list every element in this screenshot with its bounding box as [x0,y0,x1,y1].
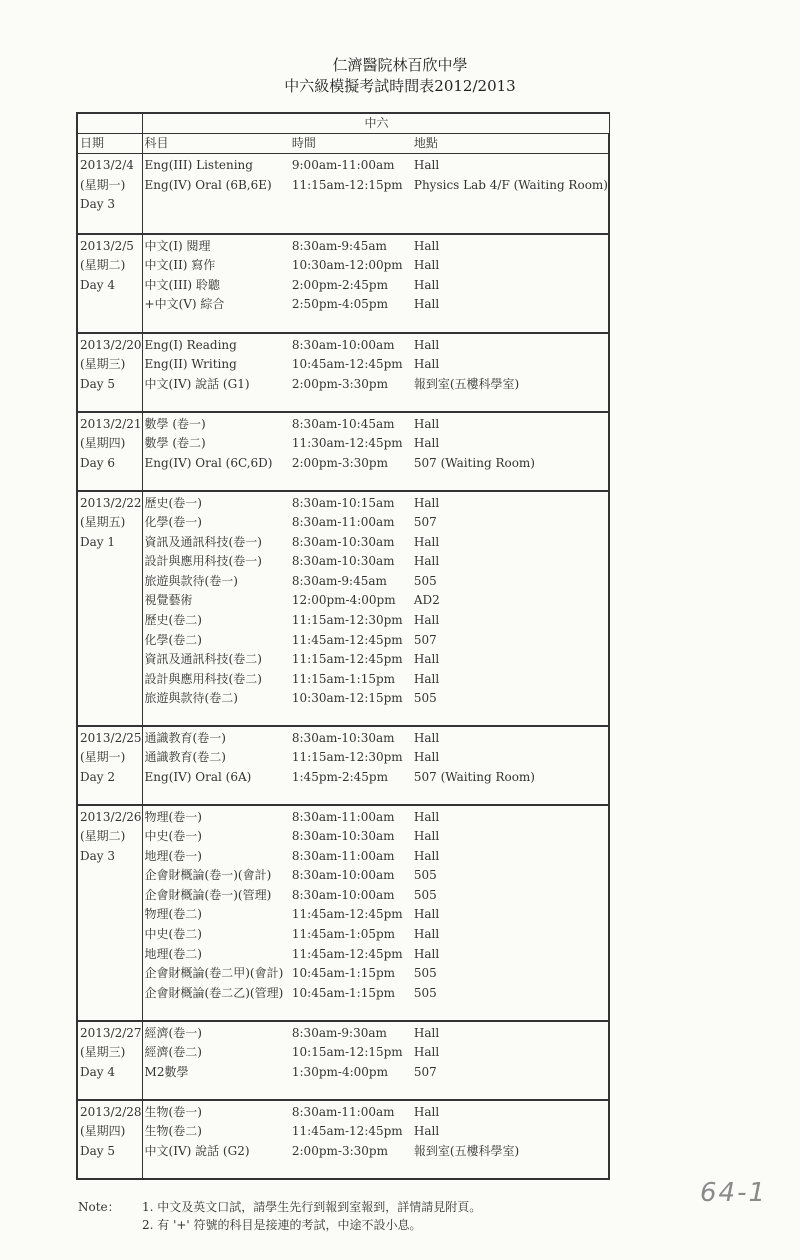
subject-text: 地理(卷二) [144,946,202,961]
subject-text: 中史(卷二) [144,927,202,942]
time-text: 10:30am-12:00pm [291,258,403,273]
date-cell [77,412,142,491]
time-text: 11:45am-12:45pm [291,946,403,961]
time-text: 10:15am-12:15pm [291,1045,403,1060]
time-cell [286,1100,408,1179]
time-text: 10:45am-1:15pm [291,966,396,981]
subject-text: 中文(IV) 說話 (G1) [144,376,250,391]
location-text: Hall [413,652,440,667]
subject-text: 生物(卷二) [144,1124,202,1139]
subject-cell [142,154,286,234]
location-text: Hall [413,809,440,824]
day-block [77,1100,609,1179]
subject-text: 企會財概論(卷二乙)(管理) [144,985,284,1000]
day-block [77,491,609,726]
date-cell [77,333,142,412]
time-text: 2:00pm-3:30pm [291,376,388,391]
location-text: Hall [413,534,440,549]
date-line: (星期一) [80,750,126,765]
time-text: 8:30am-9:30am [291,1025,387,1040]
location-text: 507 [413,515,437,530]
date-line: Day 4 [80,277,116,292]
subject-cell [142,333,286,412]
document-title: 中六級模擬考試時間表2012/2013 [284,77,516,95]
location-text: Hall [413,927,440,942]
subject-text: Eng(I) Reading [144,337,237,352]
date-line: Day 5 [80,376,116,391]
subject-text: Eng(IV) Oral (6C,6D) [144,455,273,470]
time-text: 11:30am-12:45pm [291,436,403,451]
handwritten-page-number: 64-1 [700,1178,768,1208]
location-text: Hall [413,238,440,253]
date-line: Day 1 [80,534,116,549]
location-text: 505 [413,573,437,588]
location-cell [408,1100,609,1179]
subject-text: 中文(II) 寫作 [144,258,216,273]
time-text: 11:45am-12:45pm [291,1124,403,1139]
column-header-date: 日期 [77,134,142,154]
location-cell [408,333,609,412]
date-line: 2013/2/20 [80,337,142,352]
location-cell [408,234,609,333]
subject-text: 中文(IV) 說話 (G2) [144,1143,250,1158]
time-cell [286,412,408,491]
header-blank-cell [77,113,142,134]
subject-cell [142,1021,286,1100]
date-line: Day 3 [80,197,116,212]
date-line: 2013/2/5 [80,238,134,253]
location-text: Hall [413,671,440,686]
location-text: Hall [413,554,440,569]
group-header: 中六 [142,113,609,134]
location-text: Hall [413,750,440,765]
time-text: 2:50pm-4:05pm [291,297,388,312]
date-line: Day 5 [80,1143,116,1158]
subject-text: Eng(IV) Oral (6A) [144,769,252,784]
subject-text: 通識教育(卷二) [144,750,226,765]
subject-text: 通識教育(卷一) [144,730,226,745]
subject-text: 中文(I) 閱理 [144,238,211,253]
time-text: 8:30am-10:00am [291,337,395,352]
location-text: Hall [413,1124,440,1139]
subject-text: 設計與應用科技(卷一) [144,554,262,569]
location-text: 507 [413,1064,437,1079]
date-line: (星期二) [80,258,126,273]
date-line: Day 6 [80,455,116,470]
date-line: 2013/2/27 [80,1025,142,1040]
date-line: 2013/2/21 [80,416,142,431]
location-text: 505 [413,985,437,1000]
time-text: 11:15am-12:30pm [291,750,403,765]
time-text: 8:30am-10:30am [291,730,395,745]
location-text: Hall [413,416,440,431]
time-text: 2:00pm-3:30pm [291,1143,388,1158]
time-text: 8:30am-10:45am [291,416,395,431]
day-block [77,154,609,234]
location-text: 505 [413,887,437,902]
date-line: (星期三) [80,357,126,372]
time-text: 10:45am-12:45pm [291,357,403,372]
subject-text: 經濟(卷一) [144,1025,202,1040]
day-block [77,1021,609,1100]
time-text: 11:15am-12:30pm [291,613,403,628]
time-text: 9:00am-11:00am [291,158,395,172]
time-cell [286,491,408,726]
time-text: 10:45am-1:15pm [291,985,396,1000]
location-cell [408,805,609,1021]
location-text: Hall [413,436,440,451]
time-text: 11:15am-1:15pm [291,671,396,686]
location-cell [408,412,609,491]
time-text: 8:30am-11:00am [291,809,395,824]
location-text: 505 [413,966,437,981]
day-block [77,805,609,1021]
date-line: (星期三) [80,1045,126,1060]
subject-text: Eng(II) Writing [144,357,237,372]
subject-text: 旅遊與款待(卷二) [144,691,238,706]
subject-text: 地理(卷一) [144,848,202,863]
subject-text: 中史(卷一) [144,829,202,844]
note-2: 2. 有 '+' 符號的科目是接連的考試，中途不設小息。 [142,1218,422,1232]
subject-text: 企會財概論(卷一)(管理) [144,887,272,902]
time-text: 1:45pm-2:45pm [291,769,388,784]
time-text: 11:45am-12:45pm [291,632,403,647]
location-text: 報到室(五樓科學室) [413,376,520,391]
date-cell [77,726,142,805]
subject-cell [142,412,286,491]
subject-text: 資訊及通訊科技(卷二) [144,652,262,667]
time-text: 10:30am-12:15pm [291,691,403,706]
time-text: 8:30am-10:00am [291,868,395,883]
location-text: Hall [413,495,440,510]
date-line: 2013/2/22 [80,495,142,510]
date-cell [77,1100,142,1179]
date-line: 2013/2/4 [80,158,134,172]
note-1: 1. 中文及英文口試，請學生先行到報到室報到，詳情請見附頁。 [142,1200,482,1214]
time-text: 2:00pm-3:30pm [291,455,388,470]
time-text: 8:30am-11:00am [291,1104,395,1119]
time-text: 8:30am-10:30am [291,534,395,549]
location-text: 507 [413,632,437,647]
location-text: 507 (Waiting Room) [413,769,535,784]
subject-text: 數學 (卷二) [144,436,206,451]
time-text: 11:15am-12:45pm [291,652,403,667]
date-line: 2013/2/25 [80,730,142,745]
location-text: 505 [413,868,437,883]
location-text: Hall [413,613,440,628]
subject-text: Eng(IV) Oral (6B,6E) [144,177,272,192]
date-line: (星期一) [80,177,126,192]
subject-text: 視覺藝術 [144,593,193,608]
subject-cell [142,234,286,333]
location-cell [408,154,609,234]
subject-text: +中文(V) 綜合 [144,297,225,312]
time-text: 8:30am-10:30am [291,554,395,569]
date-line: (星期五) [80,515,126,530]
location-text: Hall [413,946,440,961]
time-text: 11:45am-12:45pm [291,907,403,922]
subject-text: 生物(卷一) [144,1104,202,1119]
subject-cell [142,805,286,1021]
location-text: Hall [413,277,440,292]
location-text: Hall [413,158,440,172]
column-header-location: 地點 [408,134,609,154]
time-cell [286,333,408,412]
location-cell [408,726,609,805]
time-text: 8:30am-11:00am [291,515,395,530]
location-text: Hall [413,1045,440,1060]
date-line: Day 2 [80,769,116,784]
time-cell [286,805,408,1021]
date-cell [77,154,142,234]
location-text: Hall [413,829,440,844]
time-text: 12:00pm-4:00pm [291,593,396,608]
subject-text: 歷史(卷一) [144,495,202,510]
location-cell [408,1021,609,1100]
time-text: 11:15am-12:15pm [291,177,403,192]
date-cell [77,491,142,726]
subject-text: 設計與應用科技(卷二) [144,671,262,686]
location-cell [408,491,609,726]
school-name: 仁濟醫院林百欣中學 [332,56,468,74]
time-cell [286,1021,408,1100]
date-line: Day 3 [80,848,116,863]
subject-text: 資訊及通訊科技(卷一) [144,534,262,549]
subject-text: 企會財概論(卷一)(會計) [144,868,272,883]
subject-text: 旅遊與款待(卷一) [144,573,238,588]
location-text: 507 (Waiting Room) [413,455,535,470]
subject-text: 中文(III) 聆聽 [144,277,220,292]
date-cell [77,1021,142,1100]
date-line: 2013/2/26 [80,809,142,824]
subject-text: Eng(III) Listening [144,158,253,172]
date-line: (星期四) [80,1124,126,1139]
time-cell [286,154,408,234]
subject-text: 經濟(卷二) [144,1045,202,1060]
time-text: 8:30am-9:45am [291,573,387,588]
subject-text: 化學(卷二) [144,632,202,647]
subject-text: 歷史(卷二) [144,613,202,628]
date-line: (星期二) [80,829,126,844]
subject-text: M2數學 [144,1064,189,1079]
column-header-time: 時間 [286,134,408,154]
location-text: 報到室(五樓科學室) [413,1143,520,1158]
subject-text: 化學(卷一) [144,515,202,530]
day-block [77,333,609,412]
subject-text: 物理(卷二) [144,907,202,922]
time-text: 2:00pm-2:45pm [291,277,388,292]
location-text: Physics Lab 4/F (Waiting Room) [413,177,608,192]
location-text: Hall [413,258,440,273]
time-text: 11:45am-1:05pm [291,927,396,942]
location-text: Hall [413,1025,440,1040]
time-text: 8:30am-9:45am [291,238,387,253]
subject-text: 數學 (卷一) [144,416,206,431]
subject-text: 企會財概論(卷二甲)(會計) [144,966,284,981]
subject-cell [142,726,286,805]
location-text: Hall [413,337,440,352]
location-text: Hall [413,730,440,745]
subject-text: 物理(卷一) [144,809,202,824]
day-block [77,234,609,333]
time-text: 8:30am-10:30am [291,829,395,844]
time-cell [286,726,408,805]
subject-cell [142,1100,286,1179]
time-cell [286,234,408,333]
location-text: Hall [413,848,440,863]
notes-list [142,1198,481,1234]
column-header-subject: 科目 [142,134,286,154]
day-block [77,726,609,805]
note-label: Note： [78,1200,120,1214]
location-text: Hall [413,357,440,372]
time-text: 8:30am-10:15am [291,495,395,510]
location-text: Hall [413,907,440,922]
location-text: 505 [413,691,437,706]
exam-timetable [76,112,610,1180]
time-text: 8:30am-10:00am [291,887,395,902]
date-line: 2013/2/28 [80,1104,142,1119]
day-block [77,412,609,491]
date-cell [77,234,142,333]
time-text: 1:30pm-4:00pm [291,1064,388,1079]
location-text: Hall [413,297,440,312]
time-text: 8:30am-11:00am [291,848,395,863]
date-line: (星期四) [80,436,126,451]
location-text: AD2 [413,593,440,608]
subject-cell [142,491,286,726]
date-cell [77,805,142,1021]
location-text: Hall [413,1104,440,1119]
date-line: Day 4 [80,1064,116,1079]
